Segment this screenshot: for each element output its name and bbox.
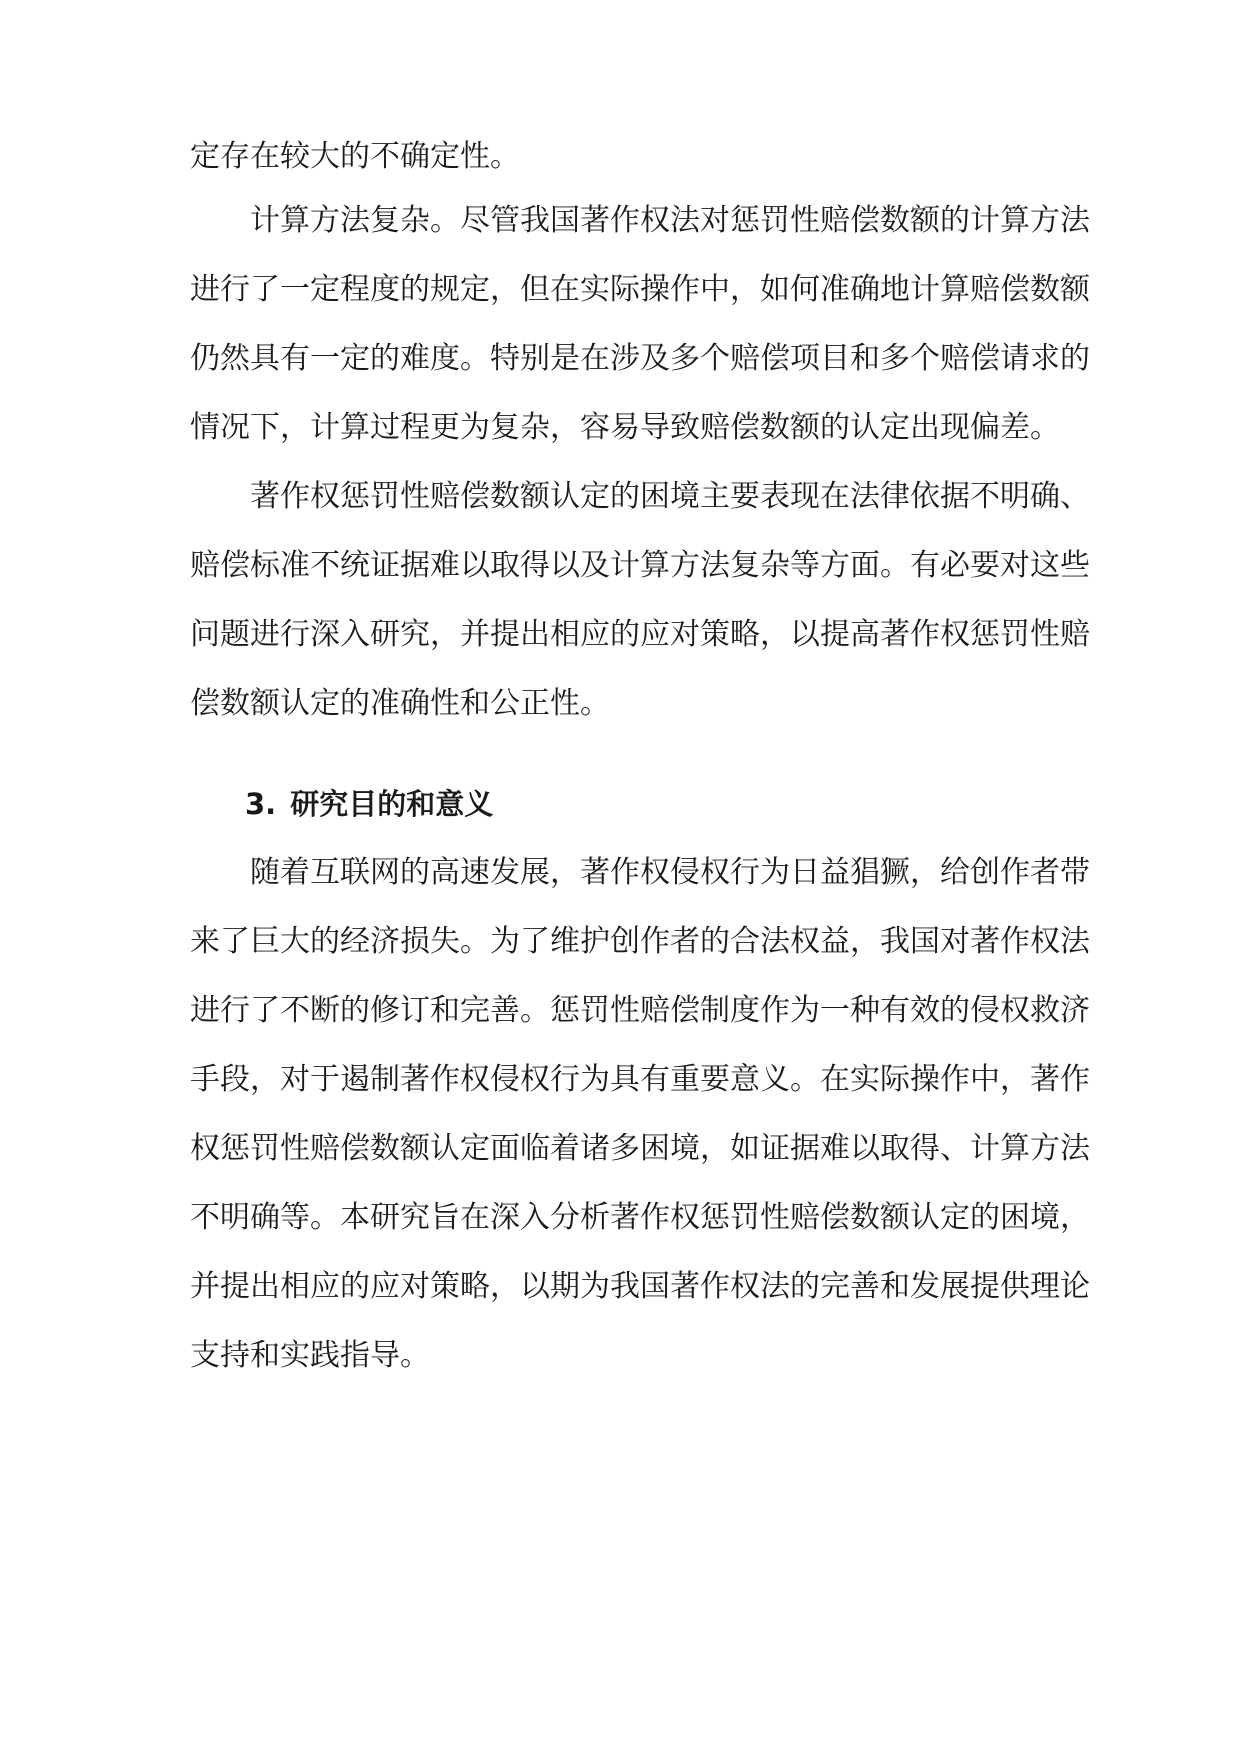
section-paragraph-line-8: 支持和实践指导。 bbox=[190, 1338, 430, 1373]
paragraph-2-line-3: 仍然具有一定的难度。特别是在涉及多个赔偿项目和多个赔偿请求的 bbox=[190, 341, 1090, 376]
section-paragraph-line-7: 并提出相应的应对策略，以期为我国著作权法的完善和发展提供理论 bbox=[190, 1269, 1090, 1304]
paragraph-3-line-3: 问题进行深入研究，并提出相应的应对策略，以提高著作权惩罚性赔 bbox=[190, 617, 1090, 652]
section-number: 3. bbox=[245, 787, 277, 821]
paragraph-2-line-1: 计算方法复杂。尽管我国著作权法对惩罚性赔偿数额的计算方法 bbox=[250, 203, 1090, 238]
section-paragraph-line-4: 手段，对于遏制著作权侵权行为具有重要意义。在实际操作中，著作 bbox=[190, 1062, 1090, 1097]
paragraph-3-line-1: 著作权惩罚性赔偿数额认定的困境主要表现在法律依据不明确、 bbox=[250, 479, 1090, 514]
section-paragraph-line-1: 随着互联网的高速发展，著作权侵权行为日益猖獗，给创作者带 bbox=[250, 855, 1090, 890]
paragraph-3-line-4: 偿数额认定的准确性和公正性。 bbox=[190, 686, 610, 721]
paragraph-2-line-4: 情况下，计算过程更为复杂，容易导致赔偿数额的认定出现偏差。 bbox=[190, 410, 1060, 445]
section-paragraph-line-6: 不明确等。本研究旨在深入分析著作权惩罚性赔偿数额认定的困境， bbox=[190, 1200, 1090, 1235]
paragraph-2-line-2: 进行了一定程度的规定，但在实际操作中，如何准确地计算赔偿数额 bbox=[190, 272, 1090, 307]
paragraph-1-line-1: 定存在较大的不确定性。 bbox=[190, 139, 520, 174]
section-paragraph-line-5: 权惩罚性赔偿数额认定面临着诸多困境，如证据难以取得、计算方法 bbox=[190, 1131, 1090, 1166]
section-title: 研究目的和意义 bbox=[290, 787, 494, 821]
section-paragraph-line-3: 进行了不断的修订和完善。惩罚性赔偿制度作为一种有效的侵权救济 bbox=[190, 993, 1090, 1028]
section-paragraph-line-2: 来了巨大的经济损失。为了维护创作者的合法权益，我国对著作权法 bbox=[190, 924, 1090, 959]
section-heading bbox=[245, 784, 493, 824]
paragraph-3-line-2: 赔偿标准不统证据难以取得以及计算方法复杂等方面。有必要对这些 bbox=[190, 548, 1090, 583]
